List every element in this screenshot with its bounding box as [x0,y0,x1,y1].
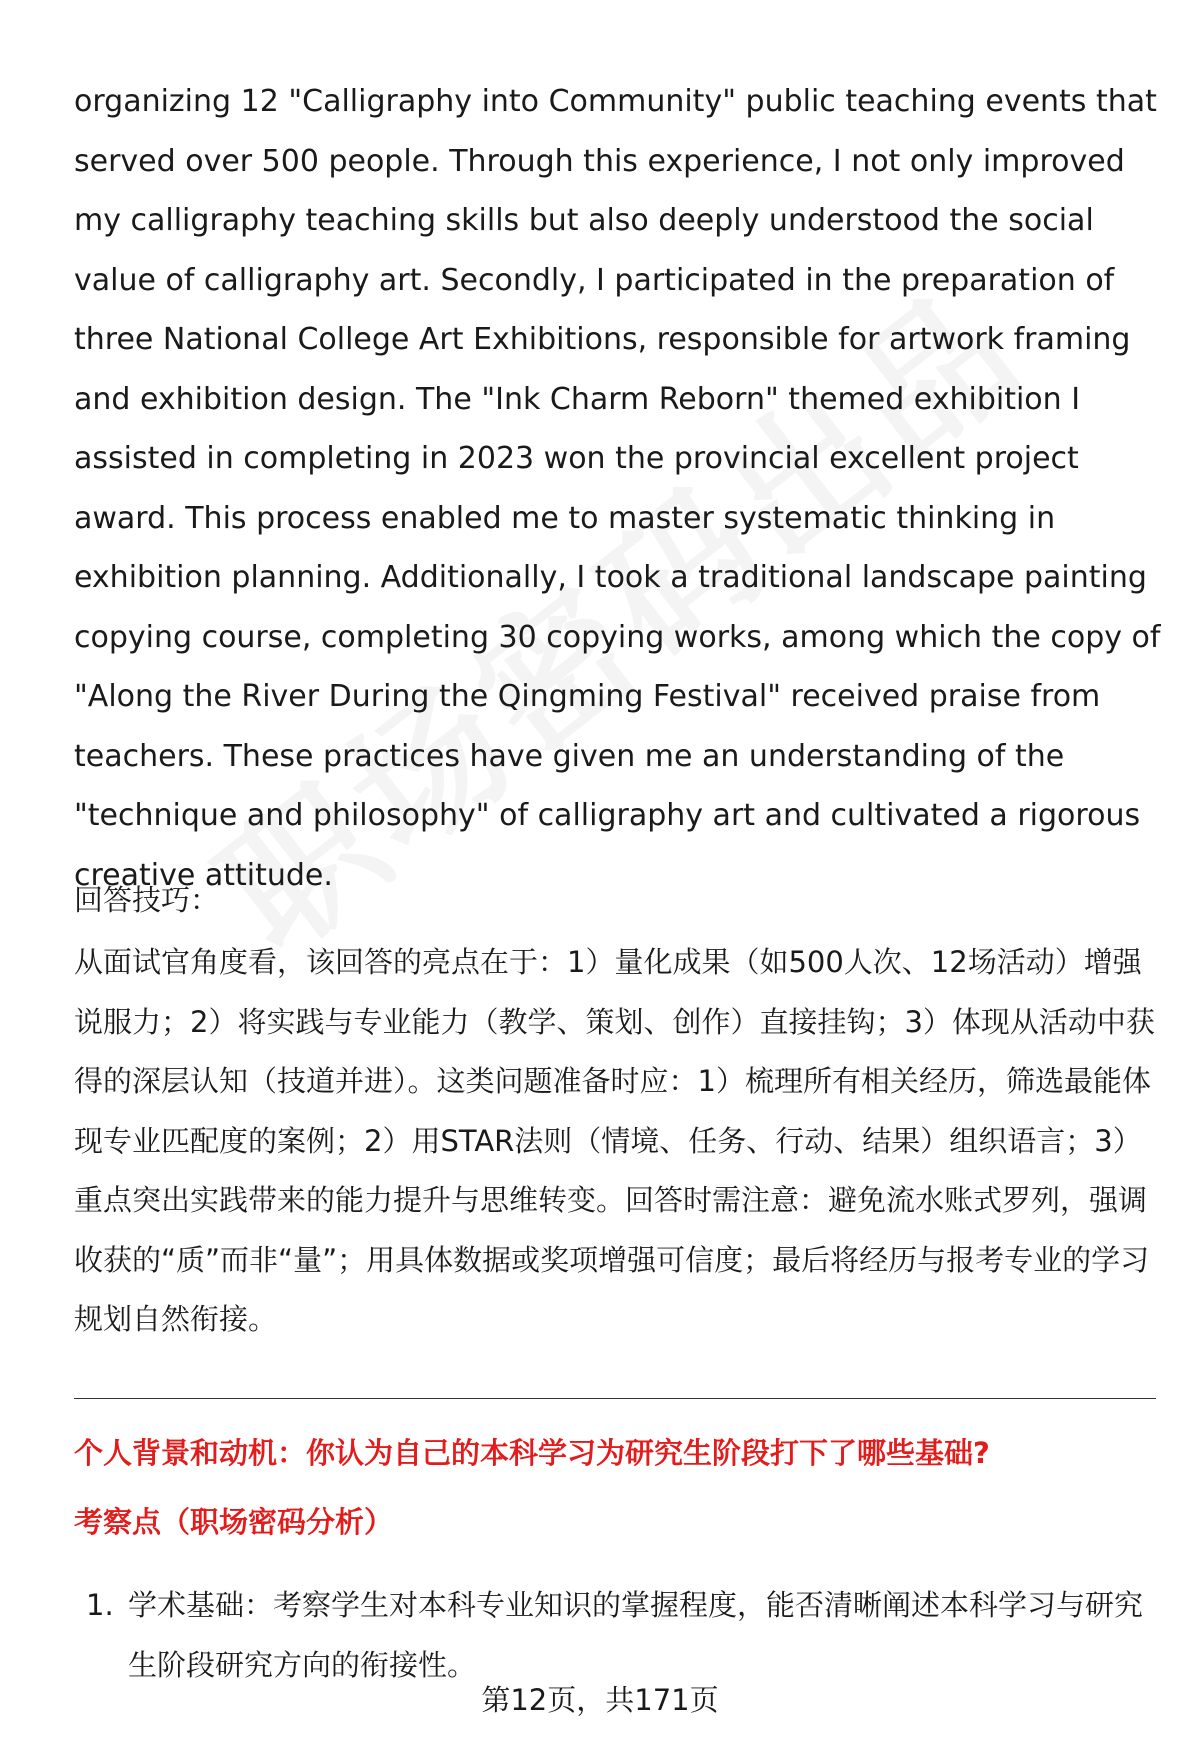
tips-label: 回答技巧： [74,883,220,917]
list-item [74,1576,1164,1695]
analysis-subheading: 考察点（职场密码分析） [74,1505,394,1539]
tips-paragraph: 从面试官角度看，该回答的亮点在于：1）量化成果（如500人次、12场活动）增强说服力；2）将实践与专业能力（教学、策划、创作）直接挂钩；3）体现从活动中获得的深层认知（技道并进）。这类问题准备时应：1）梳理所有相关经历，筛选最能体现专业匹配度的案例；2）用STAR法则（情境、任务、行动、结果）组织语言；3）重点突出实践带来的能力提升与思维转变。回答时需注意：避免流水账式罗列，强调收获的“质”而非“量”；用具体数据或奖项增强可信度；最后将经历与报考专业的学习规划自然衔接。 [74,945,1155,1336]
page-number-footer: 第12页，共171页 [481,1683,719,1717]
english-answer-paragraph: organizing 12 "Calligraphy into Community" public teaching events that served over 500 people. Through this experience, I not only improved my calligraphy teaching skills but also deeply understood the social value of calligraphy art. Secondly, I participated in the preparation of three National College Art Exhibitions, responsible for artwork framing and exhibition design. The "Ink Charm Reborn" themed exhibition I assisted in completing in 2023 won the provincial excellent project award. This process enabled me to master systematic thinking in exhibition planning. Additionally, I took a traditional landscape painting copying course, completing 30 copying works, among which the copy of "Along the River During the Qingming Festival" received praise from teachers. These practices have given me an understanding of the "technique and philosophy" of calligraphy art and cultivated a rigorous creative attitude. [74,84,1161,893]
section-divider [74,1398,1156,1399]
question-heading: 个人背景和动机：你认为自己的本科学习为研究生阶段打下了哪些基础? [74,1436,990,1470]
list-item-number: 1. [86,1588,114,1622]
list-item-text: 学术基础：考察学生对本科专业知识的掌握程度，能否清晰阐述本科学习与研究生阶段研究方向的衔接性。 [128,1588,1144,1682]
analysis-list [74,1576,1164,1695]
